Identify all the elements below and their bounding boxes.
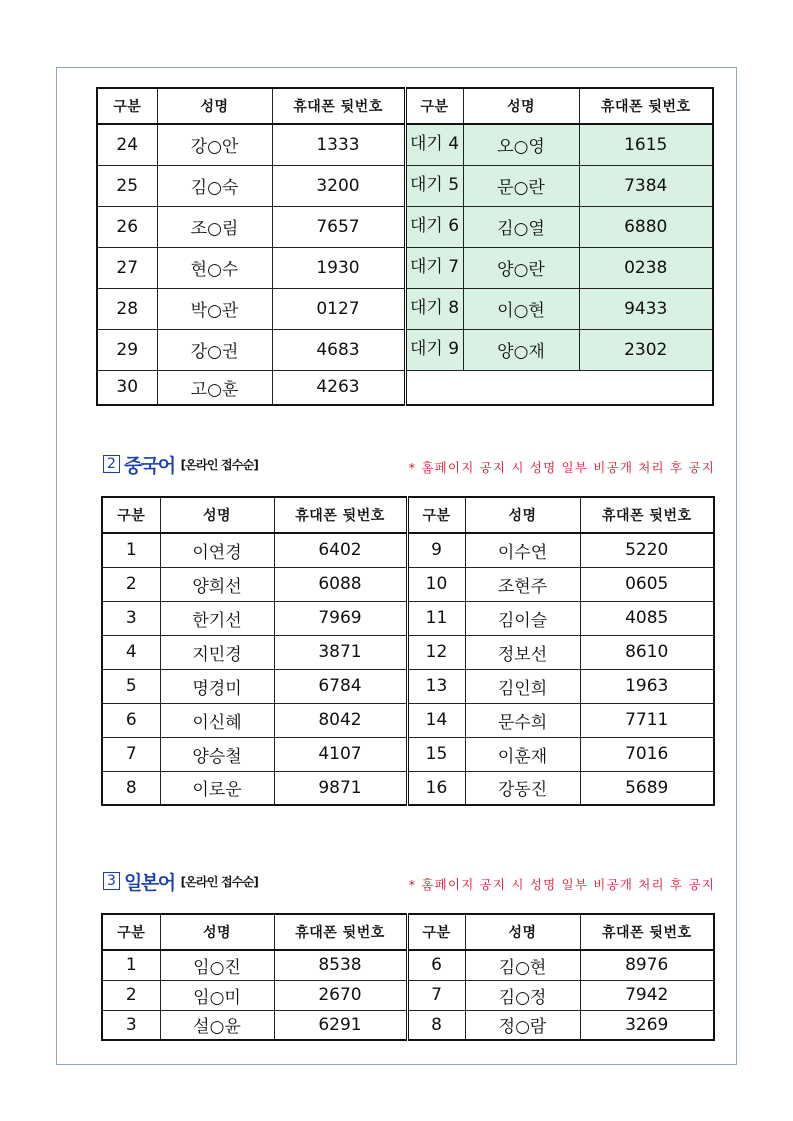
- row-number: 대기 6: [405, 206, 463, 247]
- table-row: [102, 703, 714, 737]
- row-phone: 7942: [580, 980, 714, 1010]
- table-row: [97, 288, 713, 329]
- row-phone: 2670: [274, 980, 407, 1010]
- table-row: [102, 950, 714, 980]
- row-name: 김이슬: [465, 601, 580, 635]
- table-header-row: [97, 88, 713, 124]
- row-name: 고○훈: [157, 370, 272, 405]
- row-phone: 1615: [579, 124, 713, 165]
- row-name: 김○숙: [157, 165, 272, 206]
- row-number: 12: [407, 635, 465, 669]
- header-phone: 휴대폰 뒷번호: [579, 88, 713, 124]
- row-phone: 6784: [274, 669, 407, 703]
- row-number: 10: [407, 567, 465, 601]
- table-chinese: [101, 496, 715, 806]
- row-phone: 4107: [274, 737, 407, 771]
- row-name: 김○현: [465, 950, 580, 980]
- row-phone: 6088: [274, 567, 407, 601]
- row-phone: 1333: [272, 124, 405, 165]
- row-phone: 0238: [579, 247, 713, 288]
- table-japanese: [101, 913, 715, 1041]
- header-name: 성명: [463, 88, 579, 124]
- row-name: 김○열: [463, 206, 579, 247]
- row-phone: 7384: [579, 165, 713, 206]
- table-row: [97, 247, 713, 288]
- table-header-row: [102, 497, 714, 533]
- table-row: [97, 370, 713, 405]
- row-phone: 0127: [272, 288, 405, 329]
- row-name: 강동진: [465, 771, 580, 805]
- row-number: 24: [97, 124, 157, 165]
- row-number: 15: [407, 737, 465, 771]
- header-phone: 휴대폰 뒷번호: [274, 914, 407, 950]
- row-name: 지민경: [160, 635, 274, 669]
- row-number: 대기 7: [405, 247, 463, 288]
- row-name: 조현주: [465, 567, 580, 601]
- table-row: [102, 533, 714, 567]
- section-subtitle: [온라인 접수순]: [180, 457, 259, 472]
- row-number: 6: [102, 703, 160, 737]
- row-number: 6: [407, 950, 465, 980]
- row-name: 박○관: [157, 288, 272, 329]
- row-name: 강○안: [157, 124, 272, 165]
- row-number: 26: [97, 206, 157, 247]
- row-number: 7: [102, 737, 160, 771]
- row-name: 정○람: [465, 1010, 580, 1040]
- row-name: 이수연: [465, 533, 580, 567]
- header-category: 구분: [407, 914, 465, 950]
- row-phone: 1930: [272, 247, 405, 288]
- row-number: 9: [407, 533, 465, 567]
- row-phone: 7016: [580, 737, 714, 771]
- row-number: 대기 5: [405, 165, 463, 206]
- table-row: [102, 771, 714, 805]
- row-name: 강○권: [157, 329, 272, 370]
- table-row: [102, 980, 714, 1010]
- table-row: [102, 635, 714, 669]
- row-name: 문○란: [463, 165, 579, 206]
- row-name: 오○영: [463, 124, 579, 165]
- privacy-notice: * 홈페이지 공지 시 성명 일부 비공개 처리 후 공지: [408, 460, 715, 475]
- row-number: 13: [407, 669, 465, 703]
- header-name: 성명: [160, 914, 274, 950]
- header-category: 구분: [97, 88, 157, 124]
- row-number: 25: [97, 165, 157, 206]
- row-number: 4: [102, 635, 160, 669]
- row-number: 3: [102, 1010, 160, 1040]
- row-name: 김○정: [465, 980, 580, 1010]
- table-row: [102, 737, 714, 771]
- row-name: 명경미: [160, 669, 274, 703]
- row-name: 한기선: [160, 601, 274, 635]
- row-phone: 8976: [580, 950, 714, 980]
- section-number: 2: [103, 455, 120, 473]
- row-name: 양○재: [463, 329, 579, 370]
- row-phone: 3200: [272, 165, 405, 206]
- header-category: 구분: [407, 497, 465, 533]
- header-phone: 휴대폰 뒷번호: [272, 88, 405, 124]
- privacy-notice: * 홈페이지 공지 시 성명 일부 비공개 처리 후 공지: [408, 877, 715, 892]
- table-row: [102, 1010, 714, 1040]
- row-name: 양○란: [463, 247, 579, 288]
- row-phone: 2302: [579, 329, 713, 370]
- row-number: 대기 4: [405, 124, 463, 165]
- section-heading: 일본어: [124, 871, 175, 894]
- row-number: 29: [97, 329, 157, 370]
- table-row: [102, 601, 714, 635]
- row-name: 설○윤: [160, 1010, 274, 1040]
- row-name: 양승철: [160, 737, 274, 771]
- section-subtitle: [온라인 접수순]: [180, 874, 259, 889]
- header-name: 성명: [160, 497, 274, 533]
- row-name: 임○미: [160, 980, 274, 1010]
- row-number: 28: [97, 288, 157, 329]
- row-phone: 6402: [274, 533, 407, 567]
- header-phone: 휴대폰 뒷번호: [580, 914, 714, 950]
- row-number: 1: [102, 950, 160, 980]
- section-number: 3: [103, 872, 120, 890]
- table-row: [97, 329, 713, 370]
- row-number: 27: [97, 247, 157, 288]
- section-title-japanese: [103, 869, 258, 893]
- header-phone: 휴대폰 뒷번호: [580, 497, 714, 533]
- row-name: 이연경: [160, 533, 274, 567]
- table-header-row: [102, 914, 714, 950]
- row-phone: 7969: [274, 601, 407, 635]
- row-phone: 5220: [580, 533, 714, 567]
- row-number: 14: [407, 703, 465, 737]
- empty-cell: [405, 370, 713, 405]
- section-heading: 중국어: [124, 454, 175, 477]
- row-phone: 9871: [274, 771, 407, 805]
- row-phone: 3871: [274, 635, 407, 669]
- row-phone: 3269: [580, 1010, 714, 1040]
- row-name: 이로운: [160, 771, 274, 805]
- header-phone: 휴대폰 뒷번호: [274, 497, 407, 533]
- row-phone: 8610: [580, 635, 714, 669]
- row-phone: 8538: [274, 950, 407, 980]
- row-name: 임○진: [160, 950, 274, 980]
- row-phone: 8042: [274, 703, 407, 737]
- header-category: 구분: [405, 88, 463, 124]
- header-name: 성명: [465, 914, 580, 950]
- section-title-chinese: [103, 452, 258, 476]
- table-row: [97, 124, 713, 165]
- row-phone: 1963: [580, 669, 714, 703]
- row-number: 7: [407, 980, 465, 1010]
- row-phone: 4085: [580, 601, 714, 635]
- row-phone: 4263: [272, 370, 405, 405]
- row-number: 2: [102, 980, 160, 1010]
- row-name: 이훈재: [465, 737, 580, 771]
- table-continued: [96, 87, 714, 406]
- row-phone: 7657: [272, 206, 405, 247]
- table-row: [97, 165, 713, 206]
- row-name: 김인희: [465, 669, 580, 703]
- row-name: 이○현: [463, 288, 579, 329]
- row-number: 대기 8: [405, 288, 463, 329]
- row-name: 정보선: [465, 635, 580, 669]
- row-number: 3: [102, 601, 160, 635]
- row-name: 양희선: [160, 567, 274, 601]
- row-phone: 6880: [579, 206, 713, 247]
- row-number: 8: [407, 1010, 465, 1040]
- row-phone: 9433: [579, 288, 713, 329]
- row-number: 11: [407, 601, 465, 635]
- header-name: 성명: [465, 497, 580, 533]
- row-name: 이신혜: [160, 703, 274, 737]
- row-number: 대기 9: [405, 329, 463, 370]
- row-name: 문수희: [465, 703, 580, 737]
- row-number: 2: [102, 567, 160, 601]
- row-number: 8: [102, 771, 160, 805]
- header-category: 구분: [102, 497, 160, 533]
- row-phone: 4683: [272, 329, 405, 370]
- table-row: [102, 669, 714, 703]
- row-phone: 0605: [580, 567, 714, 601]
- row-name: 조○림: [157, 206, 272, 247]
- table-row: [102, 567, 714, 601]
- row-number: 5: [102, 669, 160, 703]
- row-name: 현○수: [157, 247, 272, 288]
- table-row: [97, 206, 713, 247]
- row-phone: 5689: [580, 771, 714, 805]
- row-number: 30: [97, 370, 157, 405]
- row-phone: 7711: [580, 703, 714, 737]
- row-phone: 6291: [274, 1010, 407, 1040]
- row-number: 16: [407, 771, 465, 805]
- header-name: 성명: [157, 88, 272, 124]
- row-number: 1: [102, 533, 160, 567]
- header-category: 구분: [102, 914, 160, 950]
